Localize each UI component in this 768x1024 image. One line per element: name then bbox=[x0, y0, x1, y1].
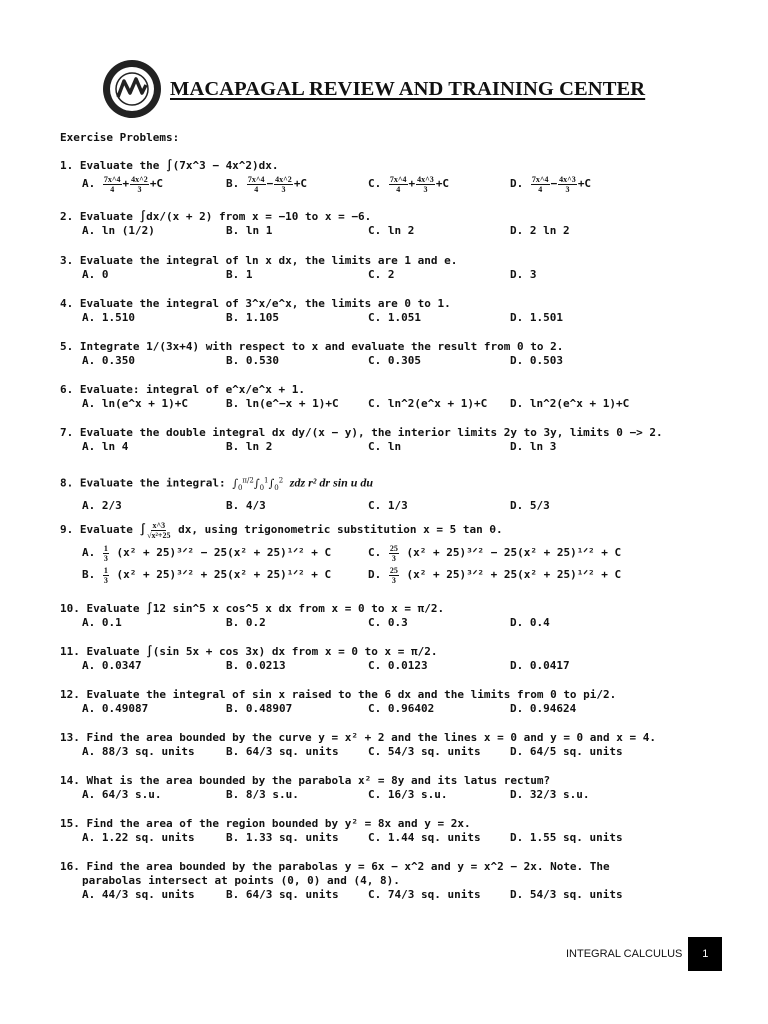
options-row bbox=[60, 542, 740, 564]
option-d: D. 0.0417 bbox=[510, 659, 570, 672]
question-text: 1. Evaluate the ∫(7x^3 − 4x^2)dx. bbox=[60, 159, 279, 172]
question-text: 4. Evaluate the integral of 3^x/e^x, the limits are 0 to 1. bbox=[60, 297, 451, 310]
options-row bbox=[60, 659, 740, 673]
question-text: 10. Evaluate ∫12 sin^5 x cos^5 x dx from x = 0 to x = π/2. bbox=[60, 602, 445, 615]
options-row bbox=[60, 702, 740, 716]
problem-4 bbox=[60, 297, 740, 325]
option-c: C. 1.44 sq. units bbox=[368, 831, 481, 844]
problem-14 bbox=[60, 774, 740, 802]
option-a: A. ln(e^x + 1)+C bbox=[82, 397, 188, 410]
options-row bbox=[60, 788, 740, 802]
option-a: A. 0.0347 bbox=[82, 659, 142, 672]
option-b: B. $\frac{7x\^{}4}{4}$ − $\frac{4x\^{}2}{3}$ +C bbox=[226, 174, 308, 194]
option-b: B. 64/3 sq. units bbox=[226, 888, 339, 901]
question-text: 13. Find the area bounded by the curve y = x² + 2 and the lines x = 0 and y = 0 and x = 4. bbox=[60, 731, 657, 744]
options-row bbox=[60, 311, 740, 325]
problem-6 bbox=[60, 383, 740, 411]
option-c: C. 2 bbox=[368, 268, 395, 281]
option-c: C. 16/3 s.u. bbox=[368, 788, 448, 801]
option-b: B. ln(e^−x + 1)+C bbox=[226, 397, 339, 410]
options-row bbox=[60, 354, 740, 368]
option-c: C. 74/3 sq. units bbox=[368, 888, 481, 901]
option-d: D. $\frac{7x\^{}4}{4}$ − $\frac{4x\^{}3}{3}$ +C bbox=[510, 174, 592, 194]
question-text: 6. Evaluate: integral of e^x/e^x + 1. bbox=[60, 383, 306, 396]
option-b: B. 4/3 bbox=[226, 498, 266, 512]
option-d: D. 1.55 sq. units bbox=[510, 831, 623, 844]
option-c: C. 0.96402 bbox=[368, 702, 435, 715]
footer-label: INTEGRAL CALCULUS bbox=[566, 948, 683, 960]
question-text: 16. Find the area bounded by the parabolas y = 6x − x^2 and y = x^2 − 2x. Note. The bbox=[60, 860, 610, 873]
option-a: A. $\frac{7x\^{}4}{4}$ + $\frac{4x\^{}2}{3}$ +C bbox=[82, 174, 164, 194]
option-d: D. $\frac{25}{3}$ (x² + 25)³ᐟ² + 25(x² + 25)¹ᐟ² + C bbox=[368, 565, 622, 585]
page-number: 1 bbox=[688, 937, 722, 971]
problem-1 bbox=[60, 159, 740, 195]
options-row bbox=[60, 499, 740, 513]
question-text: 11. Evaluate ∫(sin 5x + cos 3x) dx from x = 0 to x = π/2. bbox=[60, 645, 438, 658]
option-d: D. 54/3 sq. units bbox=[510, 888, 623, 901]
question-text: 5. Integrate 1/(3x+4) with respect to x and evaluate the result from 0 to 2. bbox=[60, 340, 564, 353]
options-row bbox=[60, 224, 740, 238]
problem-5 bbox=[60, 340, 740, 368]
problem-16 bbox=[60, 860, 740, 902]
option-a: A. 1.22 sq. units bbox=[82, 831, 195, 844]
option-a: A. 2/3 bbox=[82, 498, 122, 512]
option-d: D. ln 3 bbox=[510, 440, 557, 453]
option-d: D. 1.501 bbox=[510, 311, 563, 324]
question-text: 9. Evaluate ∫ $\frac{x\^{}3}{\text{√x²+25}}$ dx, using trigonometric substitution x = 5 tan θ. bbox=[60, 520, 503, 540]
problem-8 bbox=[60, 469, 740, 513]
option-d: D. 5/3 bbox=[510, 498, 550, 512]
option-b: B. ln 1 bbox=[226, 224, 273, 237]
option-b: B. $\frac{1}{3}$ (x² + 25)³ᐟ² + 25(x² + 25)¹ᐟ² + C bbox=[82, 565, 332, 585]
options-row bbox=[60, 888, 740, 902]
option-b: B. 1.33 sq. units bbox=[226, 831, 339, 844]
option-a: A. 44/3 sq. units bbox=[82, 888, 195, 901]
option-b: B. 0.530 bbox=[226, 354, 279, 367]
problem-3 bbox=[60, 254, 740, 282]
option-c: C. ln^2(e^x + 1)+C bbox=[368, 397, 488, 410]
option-c: C. 54/3 sq. units bbox=[368, 745, 481, 758]
problem-2 bbox=[60, 210, 740, 238]
option-c: C. 0.0123 bbox=[368, 659, 428, 672]
options-row bbox=[60, 616, 740, 630]
question-text-continued: parabolas intersect at points (0, 0) and (4, 8). bbox=[82, 874, 400, 887]
option-c: C. ln bbox=[368, 440, 402, 453]
question-text: 8. Evaluate the integral: $\int_0^{\pi/2}\int_0^1\int_0^2$ zdz r² dr sin u du bbox=[60, 475, 374, 492]
option-c: C. ln 2 bbox=[368, 224, 415, 237]
option-d: D. 0.503 bbox=[510, 354, 563, 367]
page-title: MACAPAGAL REVIEW AND TRAINING CENTER bbox=[170, 78, 646, 100]
integral-sign: $\int_0^{\pi/2}\int_0^1\int_0^2$ bbox=[232, 476, 284, 492]
question-text: 14. What is the area bounded by the parabola x² = 8y and its latus rectum? bbox=[60, 774, 551, 787]
options-row bbox=[60, 564, 740, 586]
option-d: D. 2 ln 2 bbox=[510, 224, 570, 237]
option-d: D. 32/3 s.u. bbox=[510, 788, 590, 801]
problem-11 bbox=[60, 645, 740, 673]
option-c: C. 1/3 bbox=[368, 498, 408, 512]
problem-13 bbox=[60, 731, 740, 759]
option-c: C. 1.051 bbox=[368, 311, 421, 324]
problem-7 bbox=[60, 426, 740, 454]
option-a: A. $\frac{1}{3}$ (x² + 25)³ᐟ² − 25(x² + 25)¹ᐟ² + C bbox=[82, 543, 332, 563]
problem-12 bbox=[60, 688, 740, 716]
option-a: A. 1.510 bbox=[82, 311, 135, 324]
options-row bbox=[60, 268, 740, 282]
option-a: A. 88/3 sq. units bbox=[82, 745, 195, 758]
option-c: C. $\frac{25}{3}$ (x² + 25)³ᐟ² − 25(x² + 25)¹ᐟ² + C bbox=[368, 543, 622, 563]
option-a: A. 64/3 s.u. bbox=[82, 788, 162, 801]
section-heading: Exercise Problems: bbox=[60, 131, 180, 144]
question-text: 3. Evaluate the integral of ln x dx, the limits are 1 and e. bbox=[60, 254, 458, 267]
option-b: B. ln 2 bbox=[226, 440, 273, 453]
option-c: C. $\frac{7x\^{}4}{4}$ + $\frac{4x\^{}3}{3}$ +C bbox=[368, 174, 450, 194]
option-b: B. 0.2 bbox=[226, 616, 266, 629]
option-a: A. 0.350 bbox=[82, 354, 135, 367]
option-b: B. 1.105 bbox=[226, 311, 279, 324]
problem-10 bbox=[60, 602, 740, 630]
option-a: A. ln (1/2) bbox=[82, 224, 155, 237]
option-d: D. 64/5 sq. units bbox=[510, 745, 623, 758]
options-row bbox=[60, 831, 740, 845]
question-text: 15. Find the area of the region bounded by y² = 8x and y = 2x. bbox=[60, 817, 471, 830]
options-row bbox=[60, 440, 740, 454]
option-b: B. 1 bbox=[226, 268, 253, 281]
option-a: A. 0.49087 bbox=[82, 702, 149, 715]
option-c: C. 0.3 bbox=[368, 616, 408, 629]
option-a: A. 0.1 bbox=[82, 616, 122, 629]
page-footer bbox=[566, 937, 722, 971]
option-b: B. 64/3 sq. units bbox=[226, 745, 339, 758]
option-d: D. ln^2(e^x + 1)+C bbox=[510, 397, 630, 410]
page-header bbox=[103, 60, 703, 122]
options-row bbox=[60, 173, 740, 195]
question-text: 12. Evaluate the integral of sin x raised to the 6 dx and the limits from 0 to pi/2. bbox=[60, 688, 617, 701]
logo-icon bbox=[103, 60, 161, 118]
option-c: C. 0.305 bbox=[368, 354, 421, 367]
option-a: A. 0 bbox=[82, 268, 109, 281]
option-d: D. 0.94624 bbox=[510, 702, 577, 715]
option-d: D. 0.4 bbox=[510, 616, 550, 629]
problem-15 bbox=[60, 817, 740, 845]
option-b: B. 8/3 s.u. bbox=[226, 788, 299, 801]
options-row bbox=[60, 397, 740, 411]
question-text: 7. Evaluate the double integral dx dy/(x − y), the interior limits 2y to 3y, limits 0 −> 2. bbox=[60, 426, 663, 439]
question-text: 2. Evaluate ∫dx/(x + 2) from x = −10 to x = −6. bbox=[60, 210, 372, 223]
option-d: D. 3 bbox=[510, 268, 537, 281]
option-b: B. 0.48907 bbox=[226, 702, 293, 715]
problem-9 bbox=[60, 518, 740, 586]
options-row bbox=[60, 745, 740, 759]
option-a: A. ln 4 bbox=[82, 440, 129, 453]
option-b: B. 0.0213 bbox=[226, 659, 286, 672]
